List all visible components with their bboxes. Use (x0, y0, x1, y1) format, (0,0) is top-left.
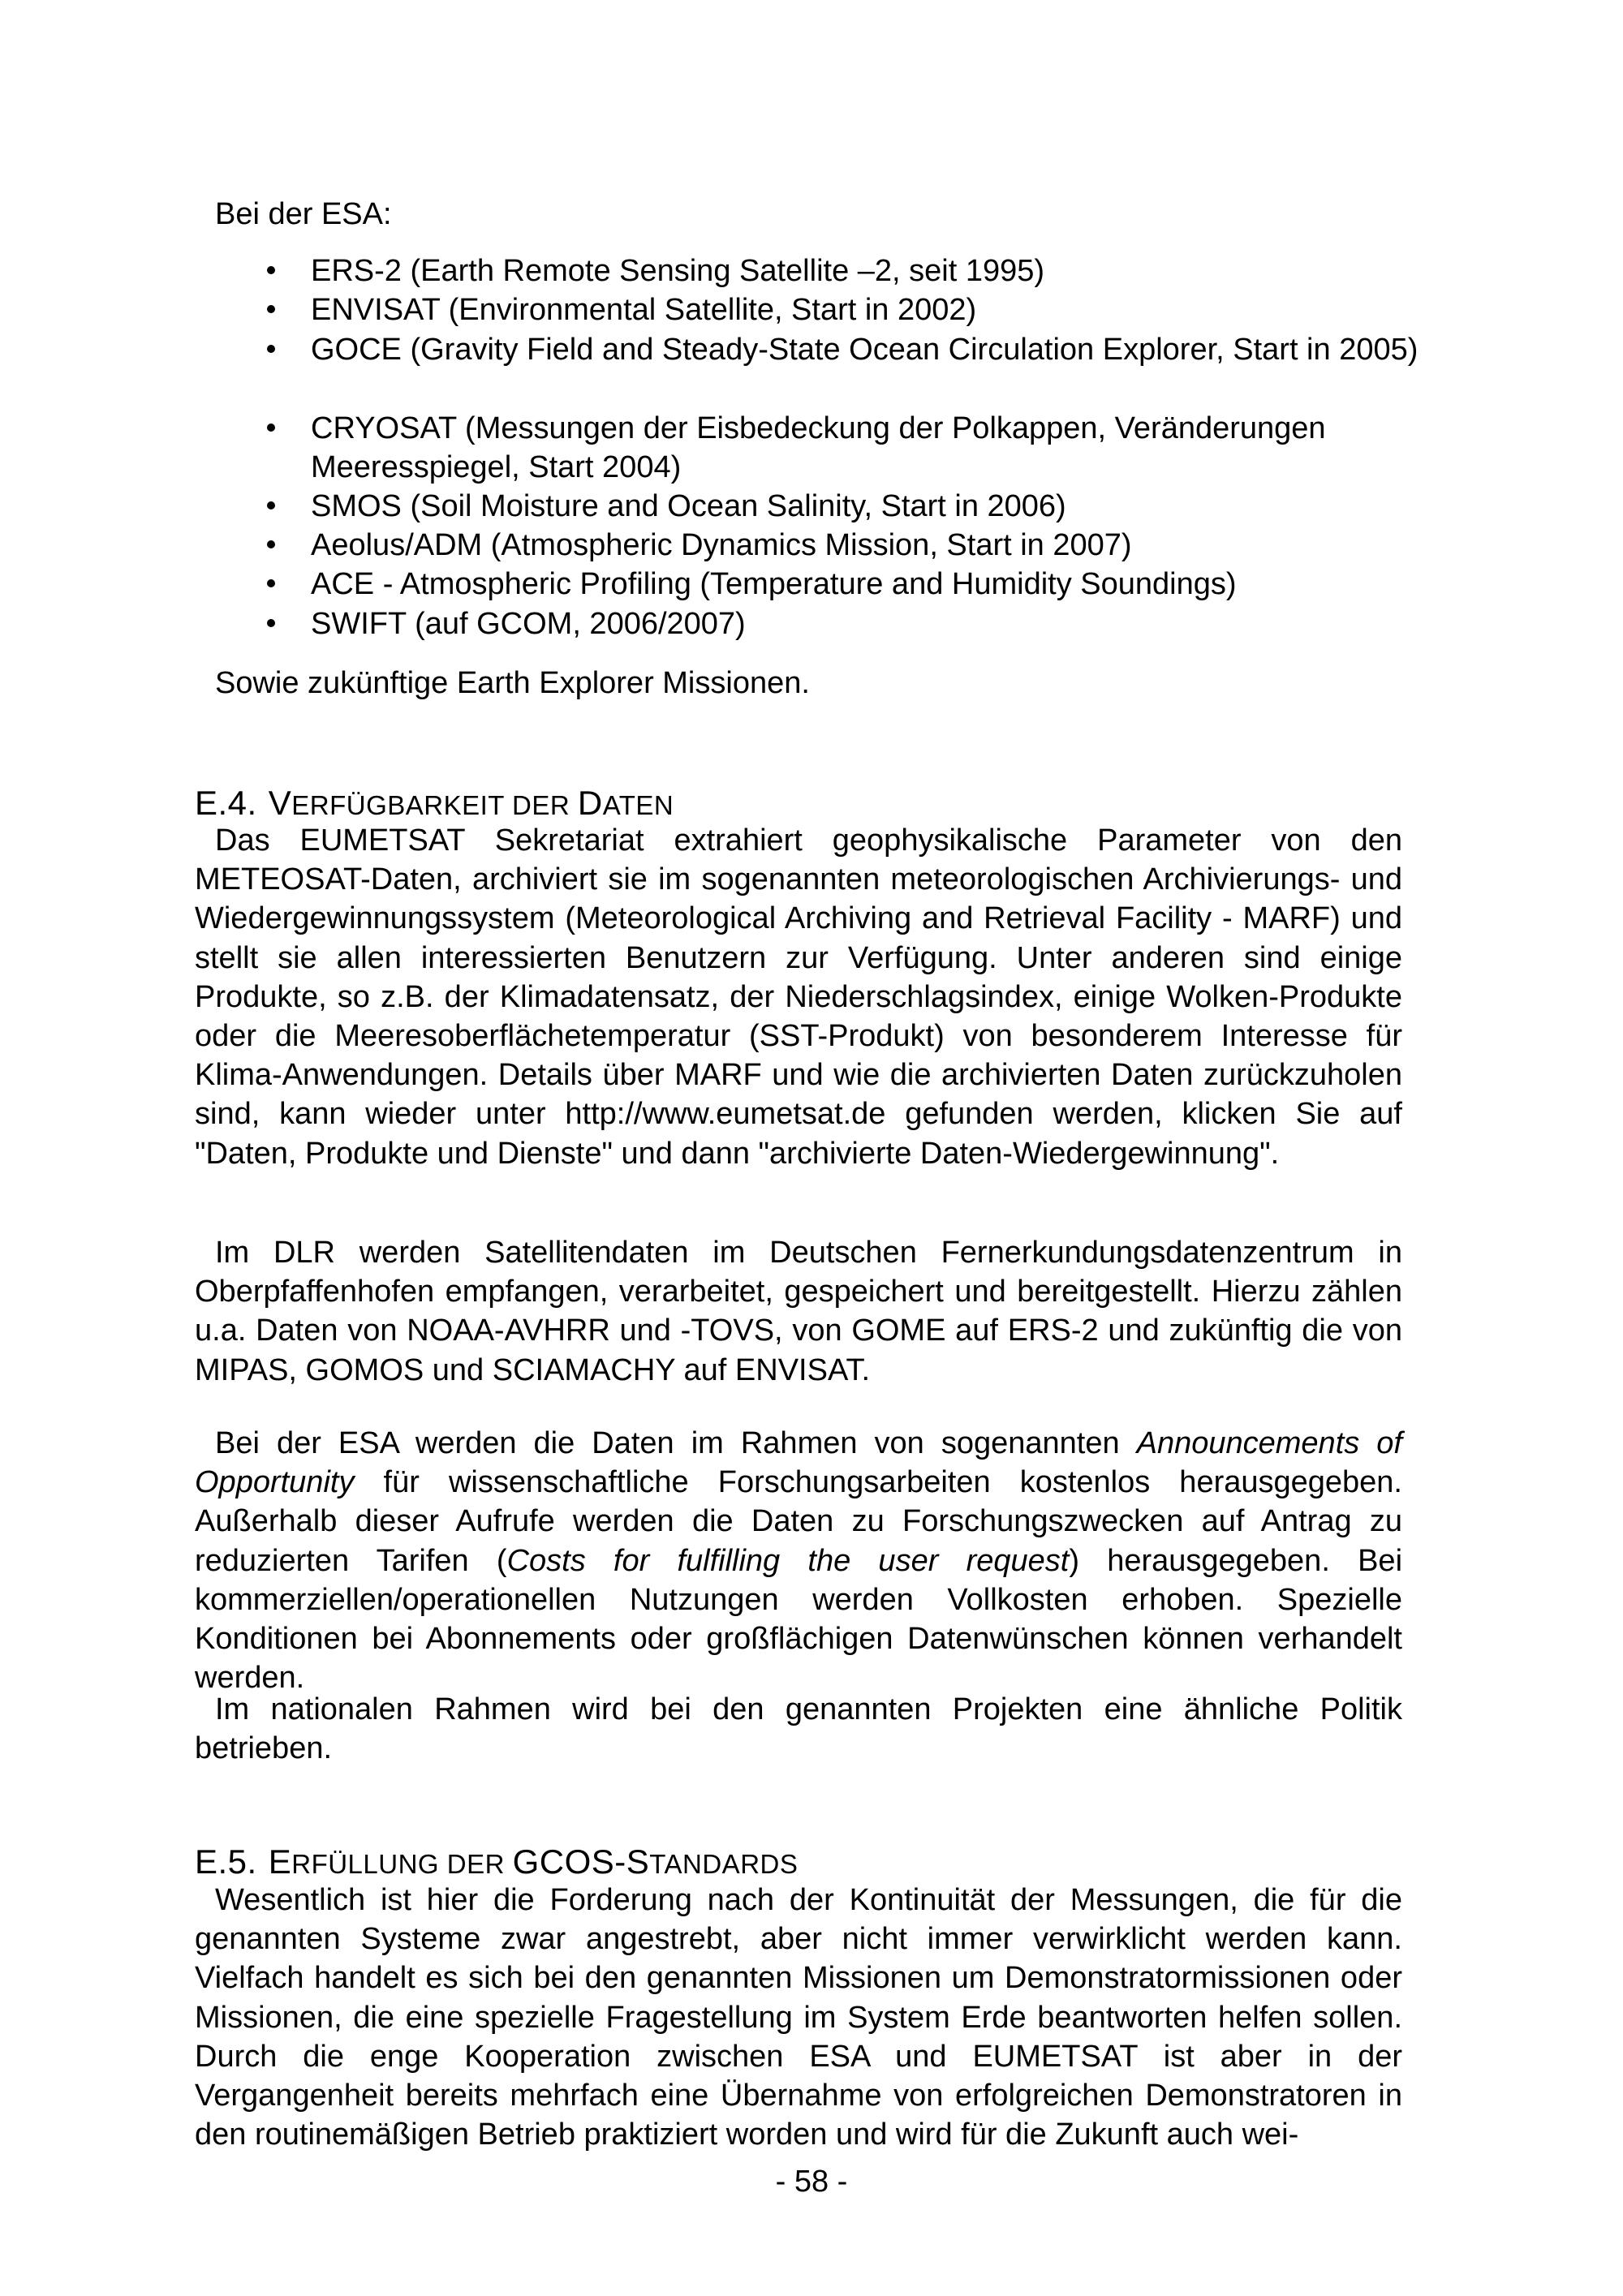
list-item: CRYOSAT (Messungen der Eisbedeckung der Polkappen, Veränderungen Meeresspiegel, Start 2004) (311, 409, 1447, 487)
page-number: - 58 - (775, 2165, 848, 2199)
list-item: ENVISAT (Environmental Satellite, Start in 2002) (311, 290, 1447, 329)
paragraph: Im nationalen Rahmen wird bei den genannten Projekten eine ähnliche Politik betrieben. (195, 1692, 1402, 1766)
esa-intro: Bei der ESA: (215, 197, 392, 231)
section-heading-e5: E.5. ERFÜLLUNG DER GCOS-STANDARDS (195, 1842, 799, 1881)
section-number: E.5. (195, 1842, 257, 1881)
list-item: SWIFT (auf GCOM, 2006/2007) (311, 604, 1447, 643)
section-number: E.4. (195, 784, 257, 822)
paragraph: Wesentlich ist hier die Forderung nach der Kontinuität der Messungen, die für die genannten Systeme zwar angestrebt, aber nicht immer verwirklicht werden kann. Vielfach handelt es sich bei den genannten Missionen um Demonstratormissionen oder Missionen, die eine spezielle Fragestellung im System Erde beantworten helfen sollen. Durch die enge Kooperation zwischen ESA und EUMETSAT ist aber in der Vergangenheit bereits mehrfach eine Übernahme von erfolgreichen Demonstratoren in den routinemäßigen Betrieb praktiziert worden und wird für die Zukunft auch wei- (195, 1883, 1402, 2152)
paragraph: Das EUMETSAT Sekretariat extrahiert geophysikalische Parameter von den METEOSAT-Daten, archiviert sie im sogenannten meteorologischen Archivierungs- und Wiedergewinnungssystem (Meteorological Archiving and Retrieval Facility - MARF) und stellt sie allen interessierten Benutzern zur Verfügung. Unter anderen sind einige Produkte, so z.B. der Klimadatensatz, der Niederschlagsindex, einige Wolken-Produkte oder die Meeresoberflächetemperatur (SST-Produkt) von besonderem Interesse für Klima-Anwendungen. Details über MARF und wie die archivierten Daten zurückzuholen sind, kann wieder unter http://www.eumetsat.de gefunden werden, klicken Sie auf "Daten, Produkte und Dienste" und dann "archivierte Daten-Wiedergewinnung". (195, 823, 1402, 1171)
section-heading-e4: E.4. VERFÜGBARKEIT DER DATEN (195, 784, 674, 822)
esa-outro: Sowie zukünftige Earth Explorer Missionen. (215, 666, 810, 700)
list-item: ERS-2 (Earth Remote Sensing Satellite –2, seit 1995) (311, 252, 1447, 290)
list-item: ACE - Atmospheric Profiling (Temperature and Humidity Soundings) (311, 565, 1447, 604)
paragraph: Im DLR werden Satellitendaten im Deutschen Fernerkundungsdatenzentrum in Oberpfaffenhofen empfangen, verarbeitet, gespeichert und bereitgestellt. Hierzu zählen u.a. Daten von NOAA-AVHRR und -TOVS, von GOME auf ERS-2 und zukünftig die von MIPAS, GOMOS und SCIAMACHY auf ENVISAT. (195, 1236, 1402, 1387)
list-item: GOCE (Gravity Field and Steady-State Ocean Circulation Explorer, Start in 2005) (311, 330, 1447, 369)
paragraph: Bei der ESA werden die Daten im Rahmen von sogenannten Announcements of Opportunity für wissenschaftliche Forschungsarbeiten kostenlos herausgegeben. Außerhalb dieser Aufrufe werden die Daten zu Forschungszwecken auf Antrag zu reduzierten Tarifen (Costs for fulfilling the user request) herausgegeben. Bei kommerziellen/operationellen Nutzungen werden Vollkosten erhoben. Spezielle Konditionen bei Abonnements oder großflächigen Datenwünschen können verhandelt werden. (195, 1426, 1403, 1696)
list-item: Aeolus/ADM (Atmospheric Dynamics Mission, Start in 2007) (311, 526, 1447, 565)
list-item: SMOS (Soil Moisture and Ocean Salinity, Start in 2006) (311, 487, 1447, 526)
